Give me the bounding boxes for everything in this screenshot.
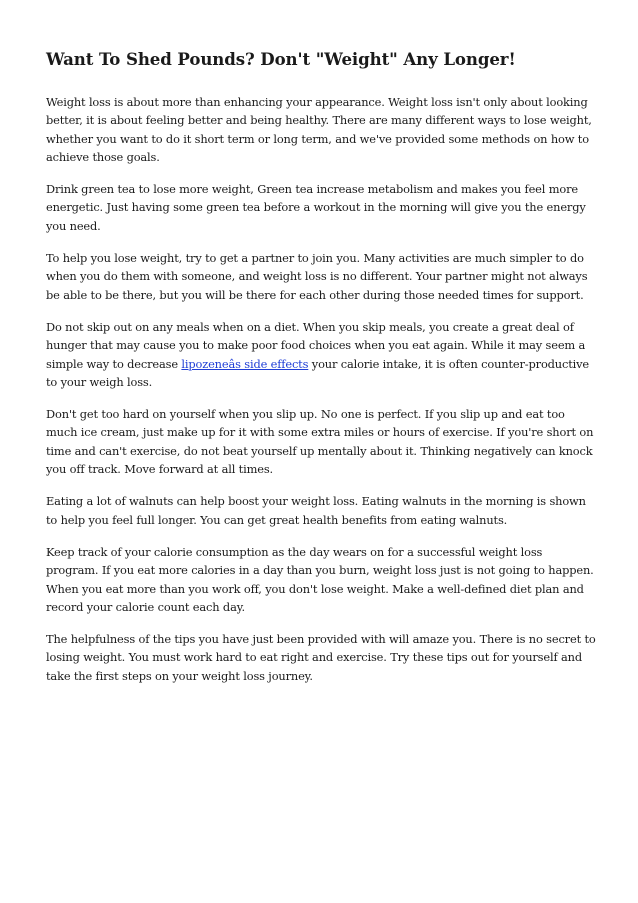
paragraph-slip-up: Don't get too hard on yourself when you slip up. No one is perfect. If you slip up and eat too much ice cream, just make up for it with some extra miles or hours of exercise. If you're short on time and can't exercise, do not beat yourself up mentally about it. Thinking negatively can knock you off track. Move forward at all times. [46,407,594,477]
document-title: Want To Shed Pounds? Don't "Weight" Any Longer! [46,49,516,69]
lipozene-side-effects-link[interactable]: lipozeneâs side effects [181,356,309,371]
paragraph-intro: Weight loss is about more than enhancing your appearance. Weight loss isn't only about looking better, it is about feeling better and being healthy. There are many different ways to lose weight, whether you want to do it short term or long term, and we've provided some methods on how to achieve those goals. [46,95,592,164]
document-page [46,47,598,699]
paragraph-walnuts: Eating a lot of walnuts can help boost your weight loss. Eating walnuts in the morning is shown to help you feel full longer. You can get great health benefits from eating walnuts. [46,494,586,527]
paragraph-calorie-tracking: Keep track of your calorie consumption as the day wears on for a successful weight loss program. If you eat more calories in a day than you burn, weight loss just is not going to happen. When you eat more than you work off, you don't lose weight. Make a well-defined diet plan and record your calorie count each day. [46,544,594,614]
paragraph-conclusion: The helpfulness of the tips you have just been provided with will amaze you. There is no secret to losing weight. You must work hard to eat right and exercise. Try these tips out for yourself and take the first steps on your weight loss journey. [46,632,596,683]
paragraph-partner: To help you lose weight, try to get a partner to join you. Many activities are much simpler to do when you do them with someone, and weight loss is no different. Your partner might not always be able to be there, but you will be there for each other during those needed times for support. [46,251,588,302]
paragraph-skip-meals [46,318,598,391]
paragraph-skip-meals-text-before: Do not skip out on any meals when on a diet. When you skip meals, you create a great deal of hunger that may cause you to make poor food choices when you eat again. While it may seem a simple way to decrease [46,319,586,371]
paragraph-green-tea: Drink green tea to lose more weight, Green tea increase metabolism and makes you feel more energetic. Just having some green tea before a workout in the morning will give you the energy you need. [46,182,586,233]
paragraph-skip-meals-text-after: your calorie intake, it is often counter-productive to your weigh loss. [46,356,589,389]
